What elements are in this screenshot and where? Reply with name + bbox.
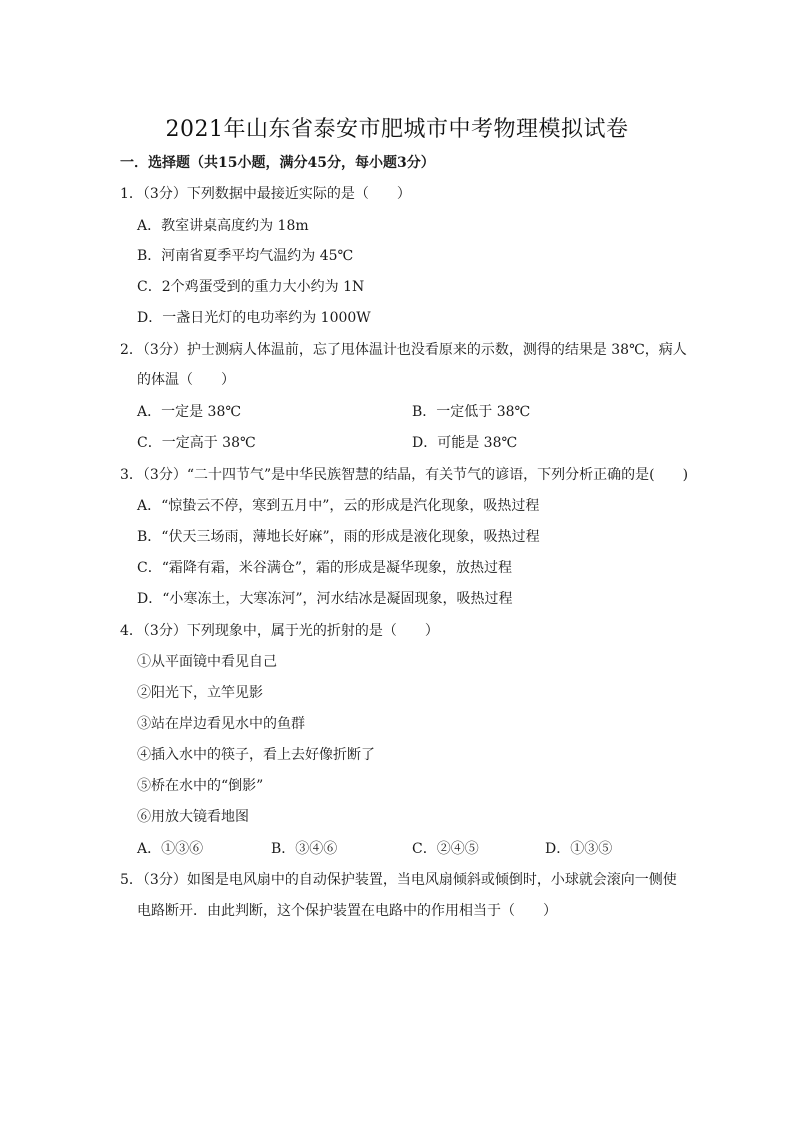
q1-stem: 1．（3分）下列数据中最接近实际的是（ ） <box>120 186 411 202</box>
q2-option-a: A．一定是 38℃ <box>137 404 242 420</box>
q4-item-1: ①从平面镜中看见自己 <box>137 654 277 670</box>
q3-stem: 3．（3分）“二十四节气”是中华民族智慧的结晶，有关节气的谚语，下列分析正确的是( ) <box>120 467 689 483</box>
exam-title: 2021年山东省泰安市肥城市中考物理模拟试卷 <box>165 117 629 142</box>
q2-stem-line2: 的体温（ ） <box>137 372 235 388</box>
q4-item-6: ⑥用放大镜看地图 <box>137 809 249 825</box>
q2-option-d: D．可能是 38℃ <box>412 435 518 451</box>
q4-option-c: C．②④⑤ <box>412 841 479 857</box>
q5-stem-line2: 电路断开．由此判断，这个保护装置在电路中的作用相当于（ ） <box>137 903 557 919</box>
q4-option-a: A．①③⑥ <box>137 841 204 857</box>
q4-option-b: B．③④⑥ <box>271 841 338 857</box>
section-heading: 一．选择题（共15小题，满分45分，每小题3分） <box>120 155 435 171</box>
q4-item-2: ②阳光下，立竿见影 <box>137 685 263 701</box>
q2-option-c: C．一定高于 38℃ <box>137 435 256 451</box>
q3-option-d: D．“小寒冻土，大寒冻河”，河水结冰是凝固现象，吸热过程 <box>137 591 513 607</box>
q4-item-5: ⑤桥在水中的“倒影” <box>137 778 264 794</box>
q2-option-b: B．一定低于 38℃ <box>412 404 531 420</box>
q1-option-b: B．河南省夏季平均气温约为 45℃ <box>137 248 354 264</box>
q4-item-3: ③站在岸边看见水中的鱼群 <box>137 716 305 732</box>
q1-option-a: A．教室讲桌高度约为 18m <box>137 218 309 234</box>
q1-option-c: C．2个鸡蛋受到的重力大小约为 1N <box>137 279 365 295</box>
q3-option-c: C．“霜降有霜，米谷满仓”，霜的形成是凝华现象，放热过程 <box>137 560 513 576</box>
q4-stem: 4．（3分）下列现象中，属于光的折射的是（ ） <box>120 623 439 639</box>
q3-option-a: A．“惊蛰云不停，寒到五月中”，云的形成是汽化现象，吸热过程 <box>137 498 540 514</box>
q1-option-d: D．一盏日光灯的电功率约为 1000W <box>137 310 371 326</box>
q3-option-b: B．“伏天三场雨，薄地长好麻”，雨的形成是液化现象，吸热过程 <box>137 529 540 545</box>
q4-item-4: ④插入水中的筷子，看上去好像折断了 <box>137 747 375 763</box>
q2-stem-line1: 2．（3分）护士测病人体温前，忘了甩体温计也没看原来的示数，测得的结果是 38℃，病人 <box>120 342 687 358</box>
q4-option-d: D．①③⑤ <box>545 841 613 857</box>
q5-stem-line1: 5．（3分）如图是电风扇中的自动保护装置，当电风扇倾斜或倾倒时，小球就会滚向一侧使 <box>120 872 677 888</box>
